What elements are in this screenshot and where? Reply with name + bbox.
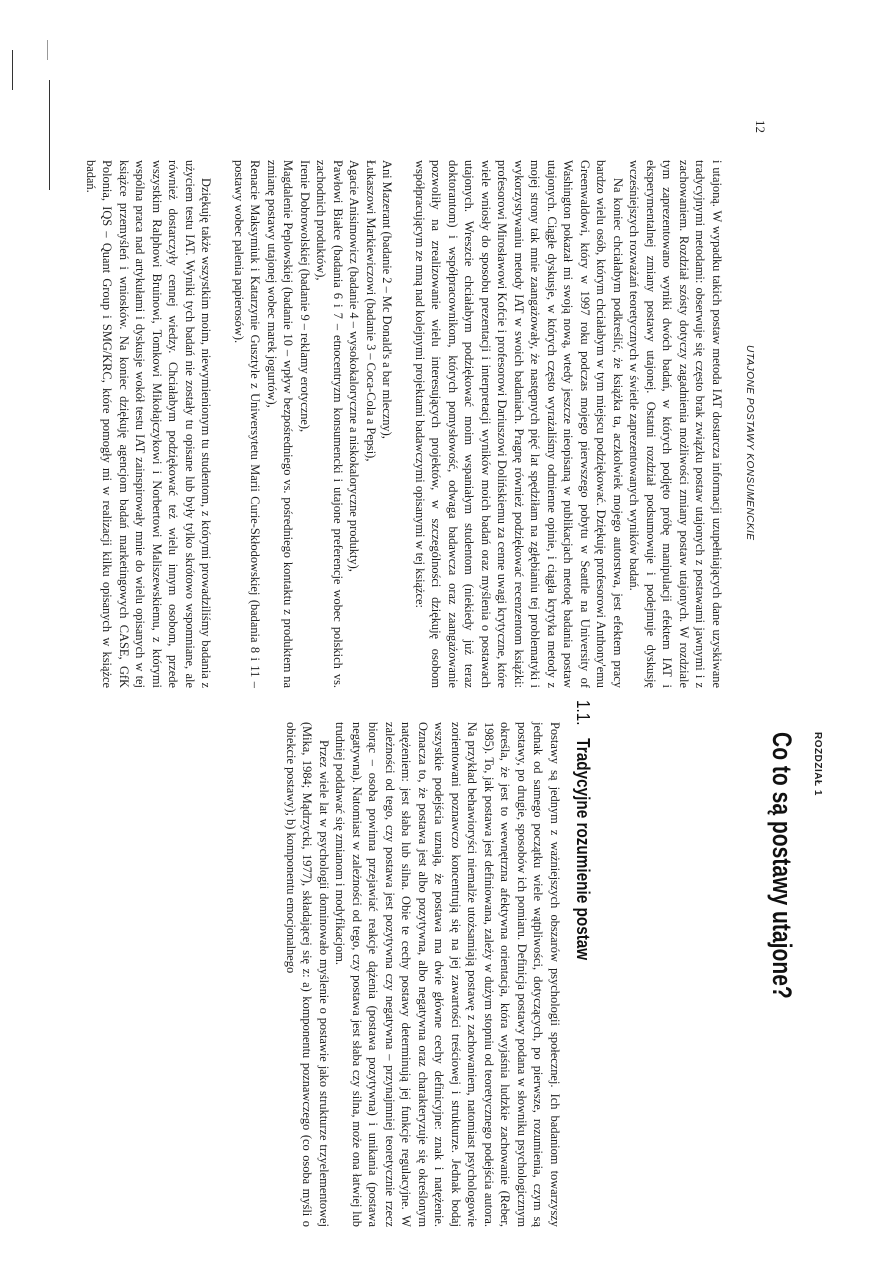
paragraph: i utajoną. W wypadku takich postaw metoda IAT dostarcza informacji uzupełniających dane uzyskiwane tradycyjnymi metodami: obserwuje się często brak związku postaw utajonych z postawami jawnymi i z zachowaniem. Rozdział szósty dotyczy zagadnienia możliwości zmiany postaw utajonych. W rozdziale tym zaprezentowano wyniki dwóch badań, w których podjęto próbę manipulacji efektem IAT i eksperymentalnej zmiany postawy utajonej. Ostatni rozdział podsumowuje i podejmuje dyskusję wcześniejszych rozważań teoretycznych w świetle zaprezentowanych wyników badań. [627, 160, 724, 688]
right-page-body [283, 722, 564, 1227]
chapter-title: Co to są postawy utajone? [767, 732, 797, 999]
list-item: Łukaszowi Markiewiczowi (badanie 3 – Coca-Cola a Pepsi), [364, 160, 378, 462]
section-heading [572, 700, 593, 960]
paragraph: Postawy są jednym z ważniejszych obszarów psychologii społecznej. Ich badaniom towarzyszy jednak od samego początku wiele wątpliwości, dotyczących, po pierwsze, rozumienia, czym są postawy, po drugie, sposobów ich pomiaru. Definicja postawy podana w słowniku psychologicznym określa, że jest to wewnętrzna afektywna orientacja, która wyjaśnia ludzkie zachowanie (Reber, 1985). To, jak postawa jest definiowana, zależy w dużym stopniu od teoretycznego podejścia autora. Na przykład behawioryści niemalże utożsamiają postawę z zachowaniem, natomiast psychologowie zorientowani poznawczo koncentrują się na jej zawartości treściowej i strukturze. Jednak bodaj wszystkie podejścia uznają, że postawa ma dwie główne cechy definicyjne: znak i natężenie. Oznacza to, że postawa jest albo pozytywna, albo negatywna oraz charakteryzuje się określonym natężeniem: jest słaba lub silna. Obie te cechy postawy determinują jej funkcje regulacyjne. W zależności od tego, czy postawa jest pozytywna czy negatywna – przynajmniej teoretycznie rzecz biorąc – osoba powinna przejawiać reakcje dążenia (postawa pozytywna) i unikania (postawa negatywna). Natomiast w zależności od tego, czy postawa jest słaba czy silna, może ona łatwiej lub trudniej poddawać się zmianom i modyfikacjom. [333, 722, 562, 1227]
chapter-label: ROZDZIAŁ 1 [812, 732, 823, 796]
acknowledgements-list [231, 160, 396, 688]
section-number: 1.1. [573, 700, 593, 726]
section-title: Tradycyjne rozumienie postaw [573, 738, 593, 961]
running-head: UTAJONE POSTAWY KONSUMENCKIE [744, 345, 755, 541]
chapter-1-page [0, 700, 893, 1263]
left-page-body [83, 160, 726, 688]
list-item: Pawłowi Białce (badania 6 i 7 – etnocentryzm konsumencki i utajone preferencje wobec polskich vs. zachodnich produktów), [314, 160, 345, 688]
paragraph: Dziękuję także wszystkim moim, niewymienionym tu studentom, z którymi prowadziliśmy badania z użyciem testu IAT. Wyniki tych badań nie zostały tu opisane lub były tylko skrótowo wspomniane, ale również dostarczyły cennej wiedzy. Chciałabym podziękować też wielu innym osobom, przede wszystkim Ralphowi Bruinowi, Tomkowi Mikołajczykowi i Norbertowi Maliszewskiemu, z którymi wspólna praca nad artykułami i dyskusje wokół testu IAT zainspirowały mnie do wielu opisanych w tej książce przemyśleń i wniosków. Na koniec dziękuję agencjom badań marketingowych CASE, GfK Polonia, IQS – Quant Group i SMG/KRC, które pomogły mi w realizacji kilku opisanych w książce badań. [84, 160, 214, 688]
paragraph: Przez wiele lat w psychologii dominowało myślenie o postawie jako strukturze trzyelementowej (Mika, 1984; Mądrzycki, 1977), składającej się z: a) komponentu poznawczego (co osoba myśli o obiekcie postawy); b) komponentu emocjonalnego [284, 722, 331, 1227]
page-number: 12 [753, 120, 768, 133]
list-item: Magdalenie Peplowskiej (badanie 10 – wpływ bezpośredniego vs. pośredniego kontaktu z produktem na zmianę postawy utajonej wobec marek jogurtów), [265, 160, 296, 688]
list-item: Irenie Dobrowolskiej (badanie 9 – reklamy erotyczne), [298, 160, 312, 433]
list-item: Ani Mazerant (badanie 2 – Mc Donald's a bar mleczny), [380, 160, 395, 439]
paragraph: Na koniec chciałabym podkreślić, że książka ta, aczkolwiek mojego autorstwa, jest efektem pracy bardzo wielu osób, którym chciałabym w tym miejscu podziękować. Dziękuję profesorowi Anthony'emu Greenwaldowi, który w 1997 roku podczas mojego pierwszego pobytu w Seattle na University of Washington pokazał mi swoją nową, wtedy jeszcze nieopisaną w publikacjach metodę badania postaw utajonych. Ciągłe dyskusje, w których często wyrażaliśmy odmienne opinie, i ciągła krytyka metody z mojej strony tak mnie zaangażowały, że następnych pięć lat spędziłam na zgłębianiu tej problematyki i wykorzystywaniu metody IAT w swoich badaniach. Pragnę również podziękować recenzentom książki: profesorowi Mirosławowi Kofcie i profesorowi Dariuszowi Dolińskiemu za cenne uwagi krytyczne, które wiele wniosły do sposobu prezentacji i interpretacji wyników moich badań oraz myślenia o postawach utajonych. Wreszcie chciałabym podziękować moim wspaniałym studentom (niekiedy już teraz doktorantom) i współpracownikom, których pomysłowość, odwaga badawcza oraz zaangażowanie pozwoliły na zrealizowanie wielu interesujących projektów, w szczególności dziękuję osobom współpracującym ze mną nad kolejnymi projektami badawczymi opisanymi w tej książce: [413, 160, 625, 688]
list-item: Agacie Anisimowicz (badanie 4 – wysokokaloryczne a niskokaloryczne produkty), [347, 160, 362, 572]
list-item: Renacie Maksymiuk i Katarzynie Gusztyle z Uniwersytetu Marii Curie-Skłodowskiej (badania 8 i 11 – postawy wobec palenia papierosów). [232, 160, 263, 688]
